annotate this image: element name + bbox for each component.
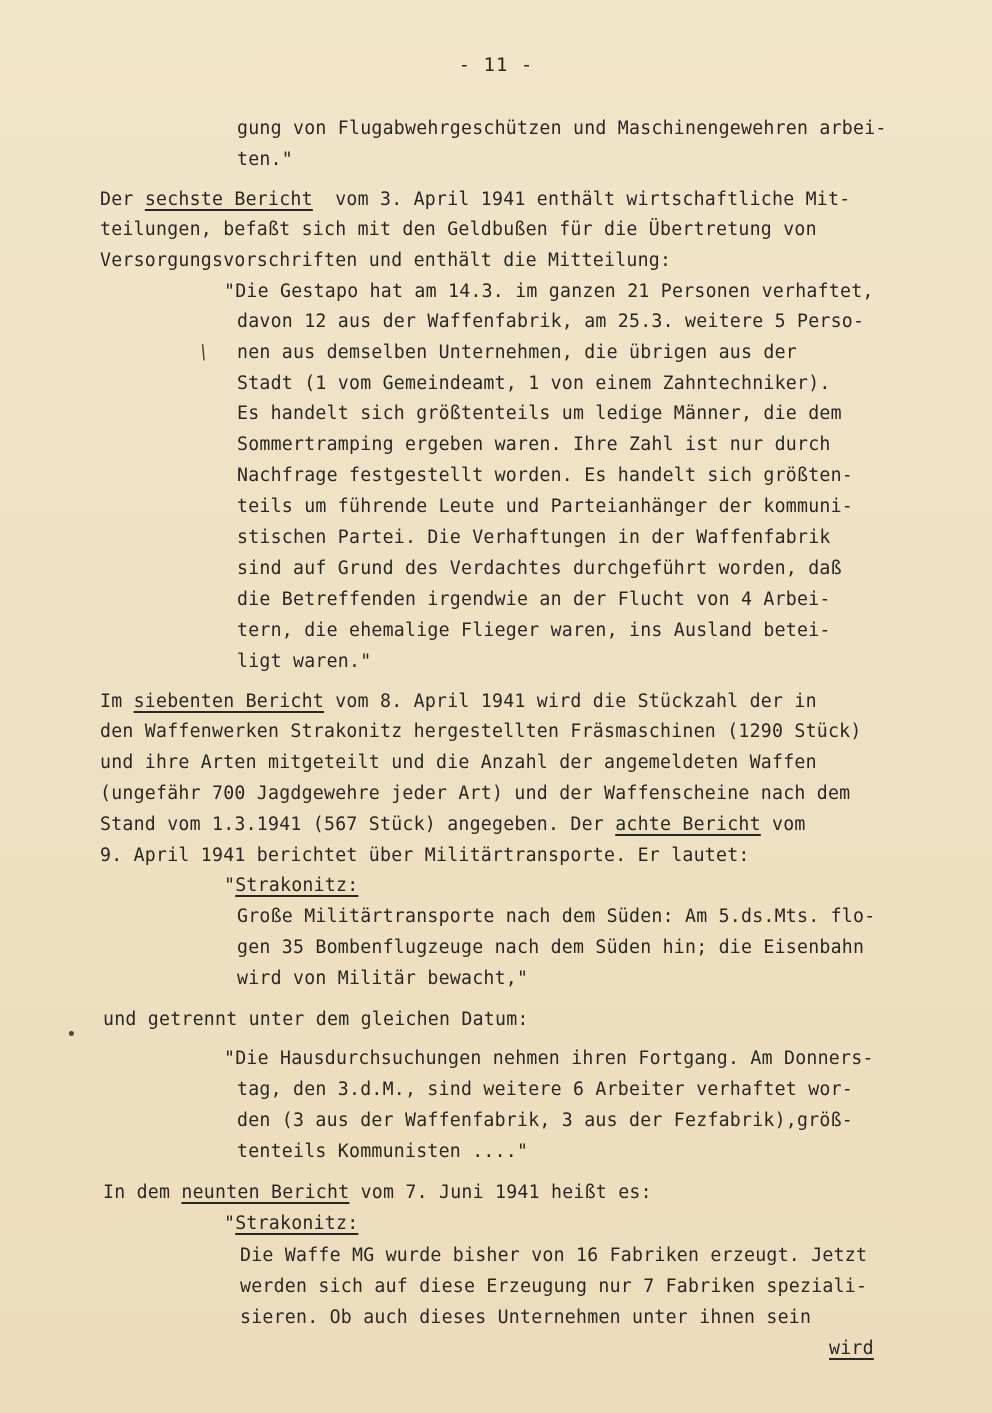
underlined-text: neunten Bericht [181,1182,350,1203]
text-segment: den (3 aus der Waffenfabrik, 3 aus der Fezfabrik),größ- [237,1110,853,1131]
text-line [237,465,853,487]
text-segment: Im [100,691,134,712]
text-segment: In dem [103,1182,182,1203]
text-line [237,558,842,580]
margin-dot-icon: • [66,1024,77,1045]
text-line [100,814,806,836]
text-line [100,845,750,867]
text-segment: die Betreffenden irgendwie an der Flucht von 4 Arbei- [237,589,831,610]
text-line [237,149,293,171]
text-segment: Sommertramping ergeben waren. Ihre Zahl ist nur durch [237,434,831,455]
text-segment: gung von Flugabwehrgeschützen und Maschinengewehren arbei- [237,118,887,139]
page-number: - 11 - [458,54,534,76]
text-segment: " [224,875,236,896]
text-line [100,752,817,774]
text-segment: wird von Militär bewacht," [237,968,529,989]
text-segment: gen 35 Bombenflugzeuge nach dem Süden hin; die Eisenbahn [237,937,865,958]
text-line [103,1182,652,1204]
text-segment: Stadt (1 vom Gemeindeamt, 1 von einem Zahntechniker). [237,373,831,394]
text-line [224,875,358,897]
text-segment: und ihre Arten mitgeteilt und die Anzahl der angemeldeten Waffen [100,752,817,773]
text-segment: davon 12 aus der Waffenfabrik, am 25.3. weitere 5 Perso- [237,311,865,332]
underlined-text: sechste Bericht [144,189,313,210]
text-line [100,721,862,743]
text-segment: "Die Gestapo hat am 14.3. im ganzen 21 Personen verhaftet, [224,281,874,302]
text-segment: teils um führende Leute und Parteianhänger der kommuni- [237,496,853,517]
text-line [237,527,831,549]
text-segment: Die Waffe MG wurde bisher von 16 Fabriken erzeugt. Jetzt [240,1245,868,1266]
text-segment: Der [100,189,145,210]
text-line [100,219,817,241]
text-line [237,373,831,395]
text-line [237,1079,853,1101]
text-line [237,403,842,425]
text-line [224,281,874,303]
underlined-text: Strakonitz: [235,1213,359,1234]
text-segment: vom 8. April 1941 wird die Stückzahl der in [324,691,817,712]
text-segment: tag, den 3.d.M., sind weitere 6 Arbeiter verhaftet wor- [237,1079,853,1100]
text-line [240,1245,867,1267]
text-line [237,651,371,673]
text-line [237,1141,528,1163]
text-segment: den Waffenwerken Strakonitz hergestellten Fräsmaschinen (1290 Stück) [100,721,862,742]
text-segment: vom 7. Juni 1941 heißt es: [349,1182,652,1203]
text-line [224,1048,874,1070]
text-segment: nen aus demselben Unternehmen, die übrigen aus der [237,342,797,363]
text-segment: 9. April 1941 berichtet über Militärtransporte. Er lautet: [100,845,750,866]
text-segment: "Die Hausdurchsuchungen nehmen ihren Fortgang. Am Donners- [224,1048,874,1069]
text-segment: Es handelt sich größtenteils um ledige Männer, die dem [237,403,842,424]
text-line [237,589,831,611]
text-segment: vom 3. April 1941 enthält wirtschaftliche Mit- [312,189,851,210]
margin-mark-icon: \ [194,340,213,365]
underlined-text: wird [829,1338,874,1359]
text-line [100,691,817,713]
text-segment: und getrennt unter dem gleichen Datum: [103,1009,529,1030]
text-line [240,1307,811,1329]
text-segment: Versorgungsvorschriften und enthält die Mitteilung: [100,250,672,271]
text-segment: Große Militärtransporte nach dem Süden: Am 5.ds.Mts. flo- [237,906,876,927]
text-line [237,496,853,518]
text-line [237,118,887,140]
text-segment: sind auf Grund des Verdachtes durchgeführt worden, daß [237,558,842,579]
text-segment: teilungen, befaßt sich mit den Geldbußen für die Übertretung von [100,219,817,240]
text-segment: stischen Partei. Die Verhaftungen in der Waffenfabrik [237,527,831,548]
text-line [237,968,528,990]
text-line [100,189,850,211]
text-line [237,311,864,333]
text-line [103,1009,529,1031]
text-segment: vom [760,814,806,835]
text-line [224,1213,358,1235]
text-segment: Nachfrage festgestellt worden. Es handelt sich größten- [237,465,853,486]
text-segment: ten." [237,149,293,170]
text-line [237,342,797,364]
text-line [237,1110,853,1132]
text-segment: ligt waren." [237,651,372,672]
text-line [100,783,850,805]
text-segment: Stand vom 1.3.1941 (567 Stück) angegeben. Der [100,814,616,835]
text-segment: werden sich auf diese Erzeugung nur 7 Fabriken speziali- [240,1276,868,1297]
text-line [240,1276,867,1298]
text-line [829,1338,874,1360]
text-line [100,250,671,272]
text-line [237,620,831,642]
underlined-text: Strakonitz: [235,875,359,896]
text-line [237,906,875,928]
text-segment: tern, die ehemalige Flieger waren, ins Ausland betei- [237,620,831,641]
text-segment: tenteils Kommunisten ...." [237,1141,529,1162]
text-line [237,434,831,456]
underlined-text: achte Bericht [615,814,761,835]
text-segment: " [224,1213,236,1234]
text-segment: (ungefähr 700 Jagdgewehre jeder Art) und der Waffenscheine nach dem [100,783,851,804]
underlined-text: siebenten Bericht [133,691,325,712]
text-segment: sieren. Ob auch dieses Unternehmen unter ihnen sein [240,1307,812,1328]
text-line [237,937,864,959]
